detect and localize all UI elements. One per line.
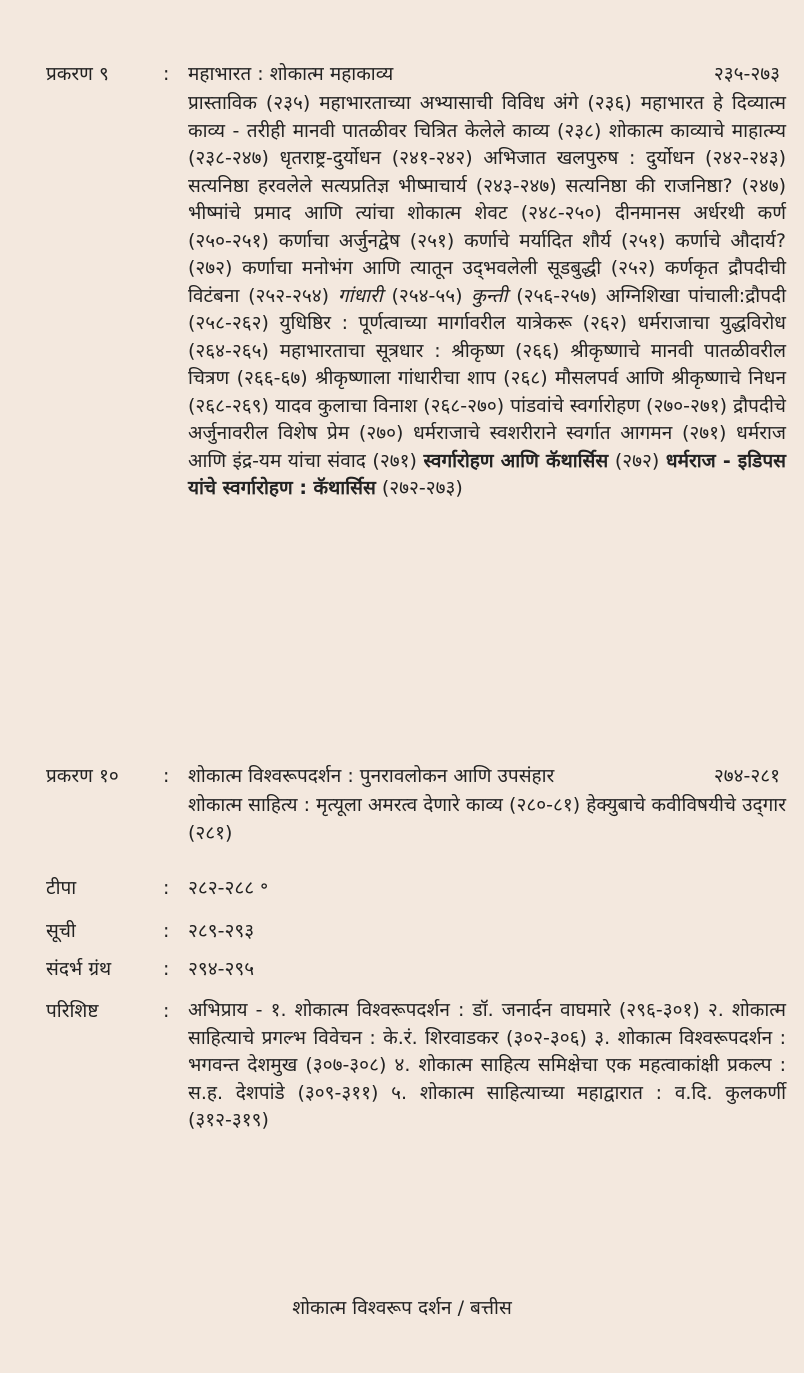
section-page-range: २८२-२८८ ॰	[188, 877, 269, 899]
contents-italic-gandhari: गांधारी	[337, 284, 383, 307]
section-label: टीपा	[46, 877, 77, 899]
separator-colon: :	[163, 958, 170, 980]
chapter-title: महाभारत : शोकात्म महाकाव्य	[188, 63, 394, 85]
chapter-page-range: २३५-२७३	[713, 63, 780, 85]
contents-text: (२५४-५५)	[382, 284, 472, 307]
page-footer: शोकात्म विश्वरूप दर्शन / बत्तीस	[292, 1297, 512, 1319]
section-page-range: २८९-२९३	[188, 920, 255, 942]
contents-bold-heading: धर्मराज - इडिपस यांचे स्वर्गारोहण : कॅथार्सिस	[188, 449, 786, 499]
chapter-label: प्रकरण १०	[46, 765, 119, 787]
separator-colon: :	[163, 920, 170, 942]
separator-colon: :	[163, 765, 170, 787]
chapter-title: शोकात्म विश्वरूपदर्शन : पुनरावलोकन आणि उपसंहार	[188, 765, 555, 787]
section-label: संदर्भ ग्रंथ	[46, 958, 112, 980]
contents-text: (२७२)	[608, 449, 666, 472]
contents-text: (२७२-२७३)	[375, 477, 463, 499]
separator-colon: :	[163, 63, 170, 85]
chapter-contents: शोकात्म साहित्य : मृत्यूला अमरत्व देणारे काव्य (२८०-८१) हेक्युबाचे कवीविषयीचे उद्‌गार (२८१)	[188, 794, 786, 844]
separator-colon: :	[163, 1000, 170, 1022]
contents-text: (२५६-२५७) अग्निशिखा पांचाली:द्रौपदी (२५८-२६२) युधिष्ठिर : पूर्णत्वाच्या मार्गावरील यात्रेकरू (२६२) धर्मराजाचा युद्धविरोध (२६४-२६५) महाभारताचा सूत्रधार : श्रीकृष्ण (२६६) श्रीकृष्णाचे मानवी पातळीवरील चित्रण (२६६-६७) श्रीकृष्णाला गांधारीचा शाप (२६८) मौसलपर्व आणि श्रीकृष्णाचे निधन (२६८-२६९) यादव कुलाचा विनाश (२६८-२७०) पांडवांचे स्वर्गारोहण (२७०-२७१) द्रौपदीचे अर्जुनावरील विशेष प्रेम (२७०) धर्मराजाचे स्वशरीराने स्वर्गात आगमन (२७१) धर्मराज आणि इंद्र-यम यांचा संवाद (२७१)	[188, 284, 787, 472]
section-label: सूची	[46, 920, 76, 942]
appendix-contents: अभिप्राय - १. शोकात्म विश्वरूपदर्शन : डॉ. जनार्दन वाघमारे (२९६-३०१) २. शोकात्म साहित्याचे प्रगल्भ विवेचन : के.रं. शिरवाडकर (३०२-३०६) ३. शोकात्म विश्वरूपदर्शन : भगवन्त देशमुख (३०७-३०८) ४. शोकात्म साहित्य समिक्षेचा एक महत्वाकांक्षी प्रकल्प : स.ह. देशपांडे (३०९-३११) ५. शोकात्म साहित्याच्या महाद्वारात : व.दि. कुलकर्णी (३१२-३१९)	[188, 999, 786, 1131]
contents-text: प्रास्ताविक (२३५) महाभारताच्या अभ्यासाची विविध अंगे (२३६) महाभारत हे दिव्यात्म काव्य - तरीही मानवी पातळीवर चित्रित केलेले काव्य (२३८) शोकात्म काव्याचे माहात्म्य (२३८-२४७) धृतराष्ट्र-दुर्योधन (२४१-२४२) अभिजात खलपुरुष : दुर्योधन (२४२-२४३) सत्यनिष्ठा हरवलेले सत्यप्रतिज्ञ भीष्माचार्य (२४३-२४७) सत्यनिष्ठा की राजनिष्ठा? (२४७) भीष्मांचे प्रमाद आणि त्यांचा शोकात्म शेवट (२४८-२५०) दीनमानस अर्धरथी कर्ण (२५०-२५१) कर्णाचा अर्जुनद्वेष (२५१) कर्णाचे मर्यादित शौर्य (२५१) कर्णाचे औदार्य? (२७२) कर्णाचा मनोभंग आणि त्यातून उद्‌भवलेली सूडबुद्धी (२५२) कर्णकृत द्रौपदीची विटंबना (२५२-२५४)	[188, 92, 786, 307]
chapter-contents	[188, 90, 786, 503]
contents-bold-heading: स्वर्गारोहण आणि कॅथार्सिस	[423, 449, 609, 472]
chapter-label: प्रकरण ९	[46, 63, 109, 85]
separator-colon: :	[163, 877, 170, 899]
section-page-range: २९४-२९५	[188, 958, 255, 980]
section-label: परिशिष्ट	[46, 1000, 99, 1022]
chapter-page-range: २७४-२८१	[713, 765, 780, 787]
contents-italic-kunti: कुन्ती	[471, 284, 508, 307]
